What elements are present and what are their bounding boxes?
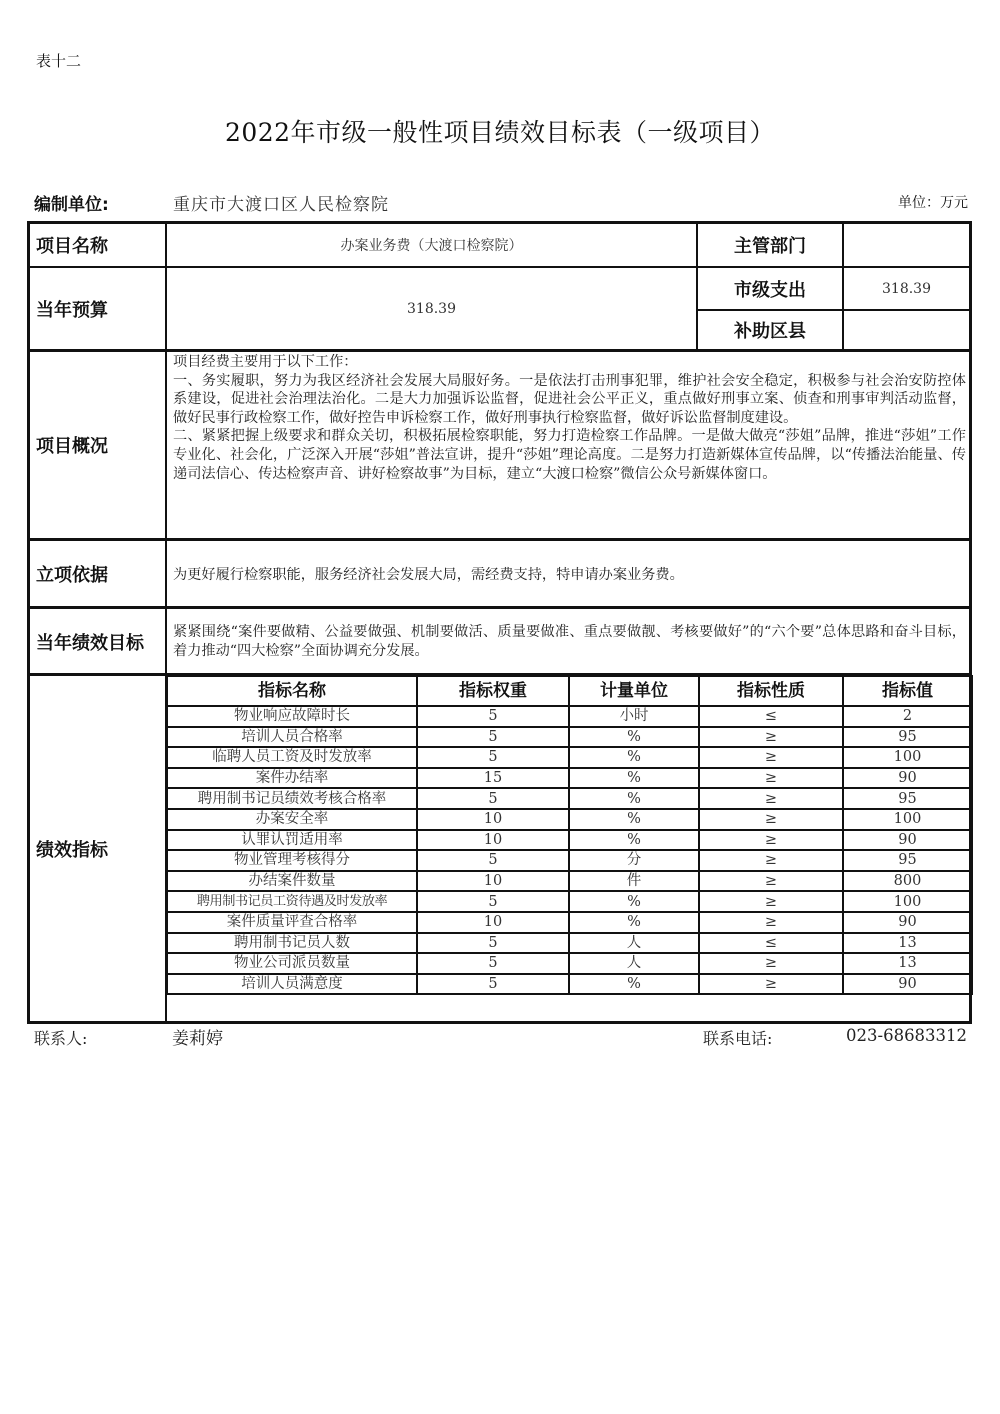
cell-unit: % — [569, 747, 699, 768]
cell-indicator-name: 物业管理考核得分 — [167, 850, 417, 871]
overview-label: 项目概况 — [36, 435, 108, 457]
indicator-row — [167, 788, 972, 809]
indicator-row — [167, 891, 972, 912]
cell-nature: ≤ — [699, 706, 843, 727]
indicator-row — [167, 850, 972, 871]
cell-nature: ≥ — [699, 850, 843, 871]
cell-target-value: 2 — [843, 706, 972, 727]
unit-label: 单位：万元 — [898, 195, 968, 211]
indicators-header-row — [167, 676, 972, 706]
cell-weight: 5 — [417, 974, 569, 995]
budget-value: 318.39 — [407, 301, 456, 317]
cell-weight: 5 — [417, 891, 569, 912]
indicator-row — [167, 933, 972, 954]
dept-value — [844, 221, 969, 268]
indicator-row — [167, 747, 972, 768]
goal-label: 当年绩效目标 — [36, 632, 144, 654]
cell-indicator-name: 办案安全率 — [167, 809, 417, 830]
cell-target-value: 100 — [843, 809, 972, 830]
cell-target-value: 90 — [843, 912, 972, 933]
indicator-row — [167, 871, 972, 892]
city-spend-value: 318.39 — [882, 280, 931, 297]
cell-target-value: 13 — [843, 933, 972, 954]
cell-nature: ≥ — [699, 830, 843, 851]
cell-nature: ≥ — [699, 768, 843, 789]
indicator-row — [167, 830, 972, 851]
indicator-row — [167, 974, 972, 995]
cell-weight: 5 — [417, 727, 569, 748]
header-indicator-name: 指标名称 — [167, 676, 417, 706]
project-name-value: 办案业务费（大渡口检察院） — [340, 237, 523, 254]
header-value: 指标值 — [843, 676, 972, 706]
project-name-label: 项目名称 — [36, 235, 108, 257]
indicator-row — [167, 768, 972, 789]
cell-weight: 5 — [417, 788, 569, 809]
cell-nature: ≥ — [699, 891, 843, 912]
header-unit: 计量单位 — [569, 676, 699, 706]
cell-indicator-name: 培训人员合格率 — [167, 727, 417, 748]
phone-value: 023-68683312 — [846, 1026, 968, 1045]
basis-text: 为更好履行检察职能，服务经济社会发展大局，需经费支持，特申请办案业务费。 — [173, 567, 684, 583]
cell-unit: % — [569, 809, 699, 830]
cell-target-value: 95 — [843, 850, 972, 871]
subsidy-label: 补助区县 — [734, 321, 806, 342]
cell-nature: ≥ — [699, 953, 843, 974]
cell-indicator-name: 案件办结率 — [167, 768, 417, 789]
cell-weight: 10 — [417, 871, 569, 892]
cell-unit: 人 — [569, 953, 699, 974]
cell-indicator-name: 聘用制书记员绩效考核合格率 — [167, 788, 417, 809]
cell-unit: % — [569, 768, 699, 789]
org-value: 重庆市大渡口区人民检察院 — [173, 195, 389, 215]
subsidy-value — [844, 310, 969, 350]
cell-unit: % — [569, 912, 699, 933]
cell-weight: 10 — [417, 809, 569, 830]
overview-text: 项目经费主要用于以下工作： 一、务实履职，努力为我区经济社会发展大局服好务。一是依法打击刑事犯罪，维护社会安全稳定，积极参与社会治安防控体系建设，促进社会治理法治化。二是大力加强诉讼监督，促进社会公平正义，重点做好刑事立案、侦查和刑事审判活动监督，做好民事行政检察工作，做好控告申诉检察工作，做好刑事执行检察监督，做好诉讼监督制度建设。 二、紧紧把握上级要求和群众关切，积极拓展检察职能，努力打造检察工作品牌。一是做大做亮“莎姐”品牌，推进“莎姐”工作专业化、社会化，广泛深入开展“莎姐”普法宣讲，提升“莎姐”理论高度。二是努力打造新媒体宣传品牌，以“传播法治能量、传递司法信心、传达检察声音、讲好检察故事”为目标，建立“大渡口检察”微信公众号新媒体窗口。 — [173, 354, 966, 482]
cell-weight: 5 — [417, 953, 569, 974]
cell-weight: 10 — [417, 830, 569, 851]
cell-target-value: 95 — [843, 727, 972, 748]
goal-text: 紧紧围绕“案件要做精、公益要做强、机制要做活、质量要做准、重点要做靓、考核要做好”的“六个要”总体思路和奋斗目标，着力推动“四大检察”全面协调充分发展。 — [173, 624, 966, 659]
org-label: 编制单位: — [34, 195, 109, 215]
cell-weight: 5 — [417, 706, 569, 727]
cell-nature: ≥ — [699, 871, 843, 892]
cell-target-value: 100 — [843, 891, 972, 912]
cell-unit: % — [569, 891, 699, 912]
cell-nature: ≥ — [699, 747, 843, 768]
indicator-row — [167, 809, 972, 830]
cell-weight: 5 — [417, 850, 569, 871]
cell-indicator-name: 物业响应故障时长 — [167, 706, 417, 727]
cell-weight: 10 — [417, 912, 569, 933]
cell-indicator-name: 办结案件数量 — [167, 871, 417, 892]
cell-nature: ≥ — [699, 727, 843, 748]
indicators-table — [166, 675, 973, 995]
cell-unit: 小时 — [569, 706, 699, 727]
cell-unit: % — [569, 727, 699, 748]
cell-indicator-name: 物业公司派员数量 — [167, 953, 417, 974]
cell-unit: % — [569, 974, 699, 995]
header-weight: 指标权重 — [417, 676, 569, 706]
indicators-label: 绩效指标 — [36, 840, 108, 861]
cell-target-value: 90 — [843, 830, 972, 851]
cell-indicator-name: 培训人员满意度 — [167, 974, 417, 995]
phone-label: 联系电话: — [703, 1029, 773, 1048]
cell-target-value: 90 — [843, 768, 972, 789]
cell-unit: 分 — [569, 850, 699, 871]
cell-weight: 5 — [417, 933, 569, 954]
dept-label: 主管部门 — [734, 235, 806, 257]
cell-unit: 人 — [569, 933, 699, 954]
cell-nature: ≥ — [699, 974, 843, 995]
indicator-row — [167, 953, 972, 974]
cell-target-value: 95 — [843, 788, 972, 809]
indicator-row — [167, 706, 972, 727]
cell-unit: % — [569, 788, 699, 809]
cell-indicator-name: 临聘人员工资及时发放率 — [167, 747, 417, 768]
cell-weight: 5 — [417, 747, 569, 768]
page-tag: 表十二 — [36, 52, 82, 70]
cell-nature: ≤ — [699, 933, 843, 954]
cell-target-value: 100 — [843, 747, 972, 768]
cell-target-value: 90 — [843, 974, 972, 995]
cell-weight: 15 — [417, 768, 569, 789]
cell-unit: 件 — [569, 871, 699, 892]
header-nature: 指标性质 — [699, 676, 843, 706]
contact-name: 姜莉婷 — [172, 1029, 223, 1049]
page-title: 2022年市级一般性项目绩效目标表（一级项目） — [224, 118, 776, 147]
cell-target-value: 800 — [843, 871, 972, 892]
budget-label: 当年预算 — [36, 300, 108, 321]
cell-nature: ≥ — [699, 809, 843, 830]
basis-label: 立项依据 — [36, 565, 108, 586]
indicator-row — [167, 912, 972, 933]
city-spend-label: 市级支出 — [734, 279, 806, 301]
cell-nature: ≥ — [699, 788, 843, 809]
indicator-row — [167, 727, 972, 748]
cell-indicator-name: 认罪认罚适用率 — [167, 830, 417, 851]
cell-indicator-name: 案件质量评查合格率 — [167, 912, 417, 933]
cell-indicator-name: 聘用制书记员工资待遇及时发放率 — [167, 891, 417, 912]
cell-indicator-name: 聘用制书记员人数 — [167, 933, 417, 954]
cell-unit: % — [569, 830, 699, 851]
contact-label: 联系人: — [34, 1029, 88, 1048]
cell-target-value: 13 — [843, 953, 972, 974]
cell-nature: ≥ — [699, 912, 843, 933]
